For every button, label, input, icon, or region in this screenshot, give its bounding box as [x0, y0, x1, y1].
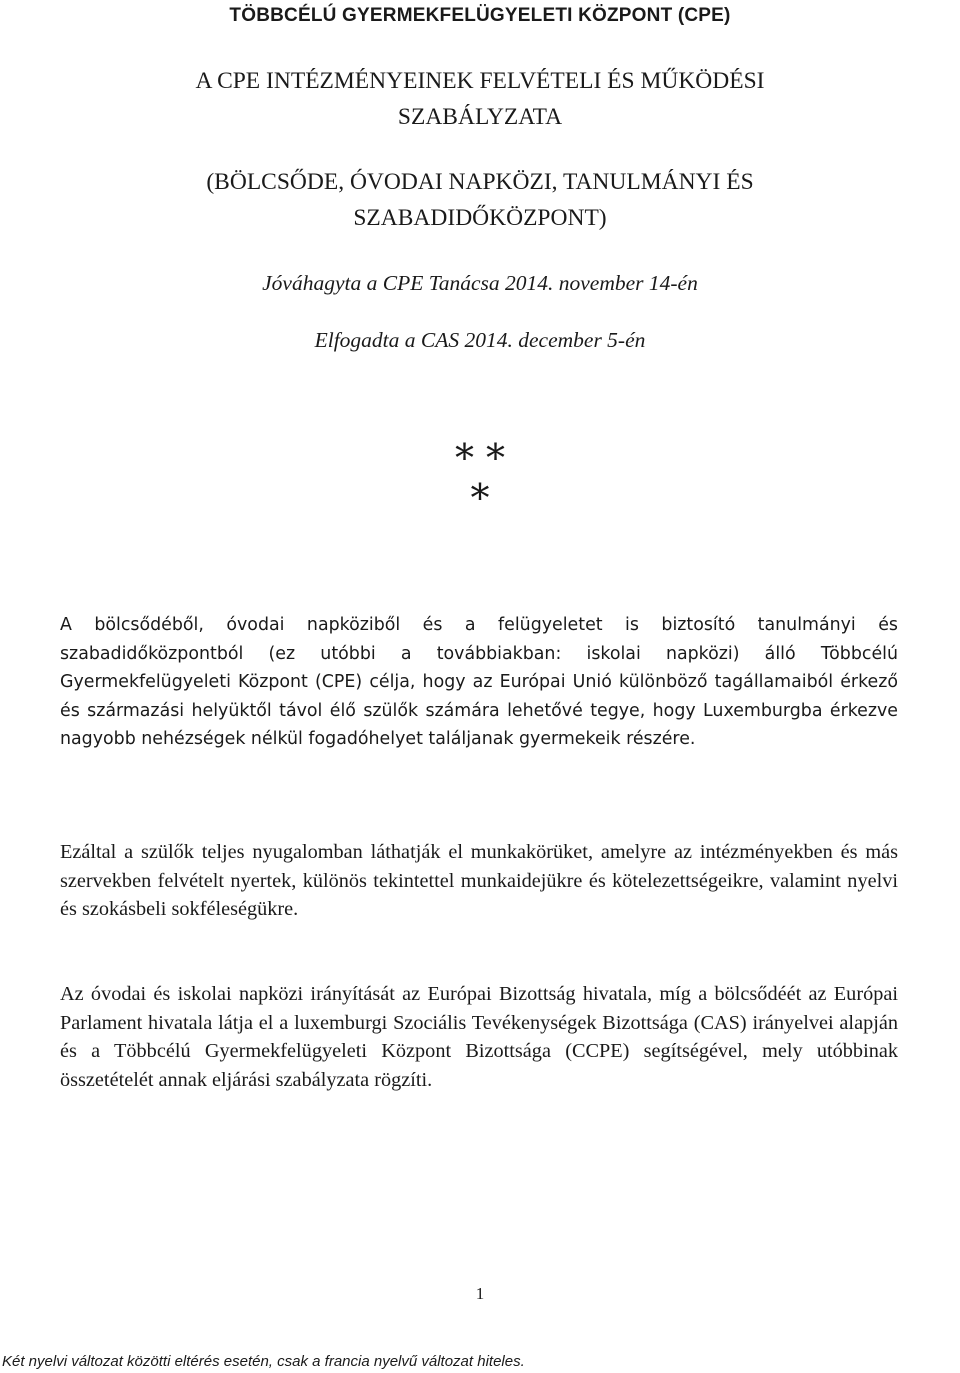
document-title-line: SZABÁLYZATA — [397, 104, 563, 130]
footer-note: Két nyelvi változat közötti eltérés esetén, csak a francia nyelvű változat hiteles. — [2, 1353, 525, 1370]
document-subtitle — [60, 164, 900, 236]
body-paragraph: Az óvodai és iskolai napközi irányítását az Európai Bizottság hivatala, míg a bölcsődéét az Európai Parlament hivatala látja el a luxemburgi Szociális Tevékenységek Bizottsága (CAS) irányelvei alapján és a Többcélú Gyermekfelügyeleti Központ Bizottsága (CCPE) segítségével, mely utóbbinak összetételét annak eljárási szabályzata rögzíti. — [60, 983, 898, 1091]
asterisk-separator-top: * * — [454, 436, 506, 480]
section-separator — [0, 438, 960, 518]
header-title: TÖBBCÉLÚ GYERMEKFELÜGYELETI KÖZPONT (CPE) — [229, 5, 731, 26]
approval-line: Jóváhagyta a CPE Tanácsa 2014. november 14-én — [262, 271, 698, 295]
document-title-line: A CPE INTÉZMÉNYEINEK FELVÉTELI ÉS MŰKÖDÉSI — [195, 68, 765, 94]
intro-paragraph: A bölcsődéből, óvodai napköziből és a felügyeletet is biztosító tanulmányi és szabadidőközpontból (ez utóbbi a továbbiakban: iskolai napközi) álló Többcélú Gyermekfelügyeleti Központ (CPE) célja, hogy az Európai Unió különböző tagállamaiból érkező és származási helyüktől távol élő szülők számára lehetővé tegye, hogy Luxemburgba érkezve nagyobb nehézségek nélkül fogadóhelyet találjanak gyermekeik részére. — [60, 615, 898, 750]
asterisk-separator-bottom: * — [470, 476, 490, 520]
body-paragraph: Ezáltal a szülők teljes nyugalomban láthatják el munkakörüket, amelyre az intézményekben és más szervekben felvételt nyertek, különös tekintettel munkaidejükre és kötelezettségeikre, valamint nyelvi és szokásbeli sokféleségükre. — [60, 841, 898, 920]
document-title — [60, 63, 900, 135]
page-number: 1 — [475, 1284, 485, 1303]
document-subtitle-line: SZABADIDŐKÖZPONT) — [353, 205, 607, 231]
document-subtitle-line: (BÖLCSŐDE, ÓVODAI NAPKÖZI, TANULMÁNYI ÉS — [206, 169, 754, 195]
adoption-line: Elfogadta a CAS 2014. december 5-én — [314, 328, 646, 352]
